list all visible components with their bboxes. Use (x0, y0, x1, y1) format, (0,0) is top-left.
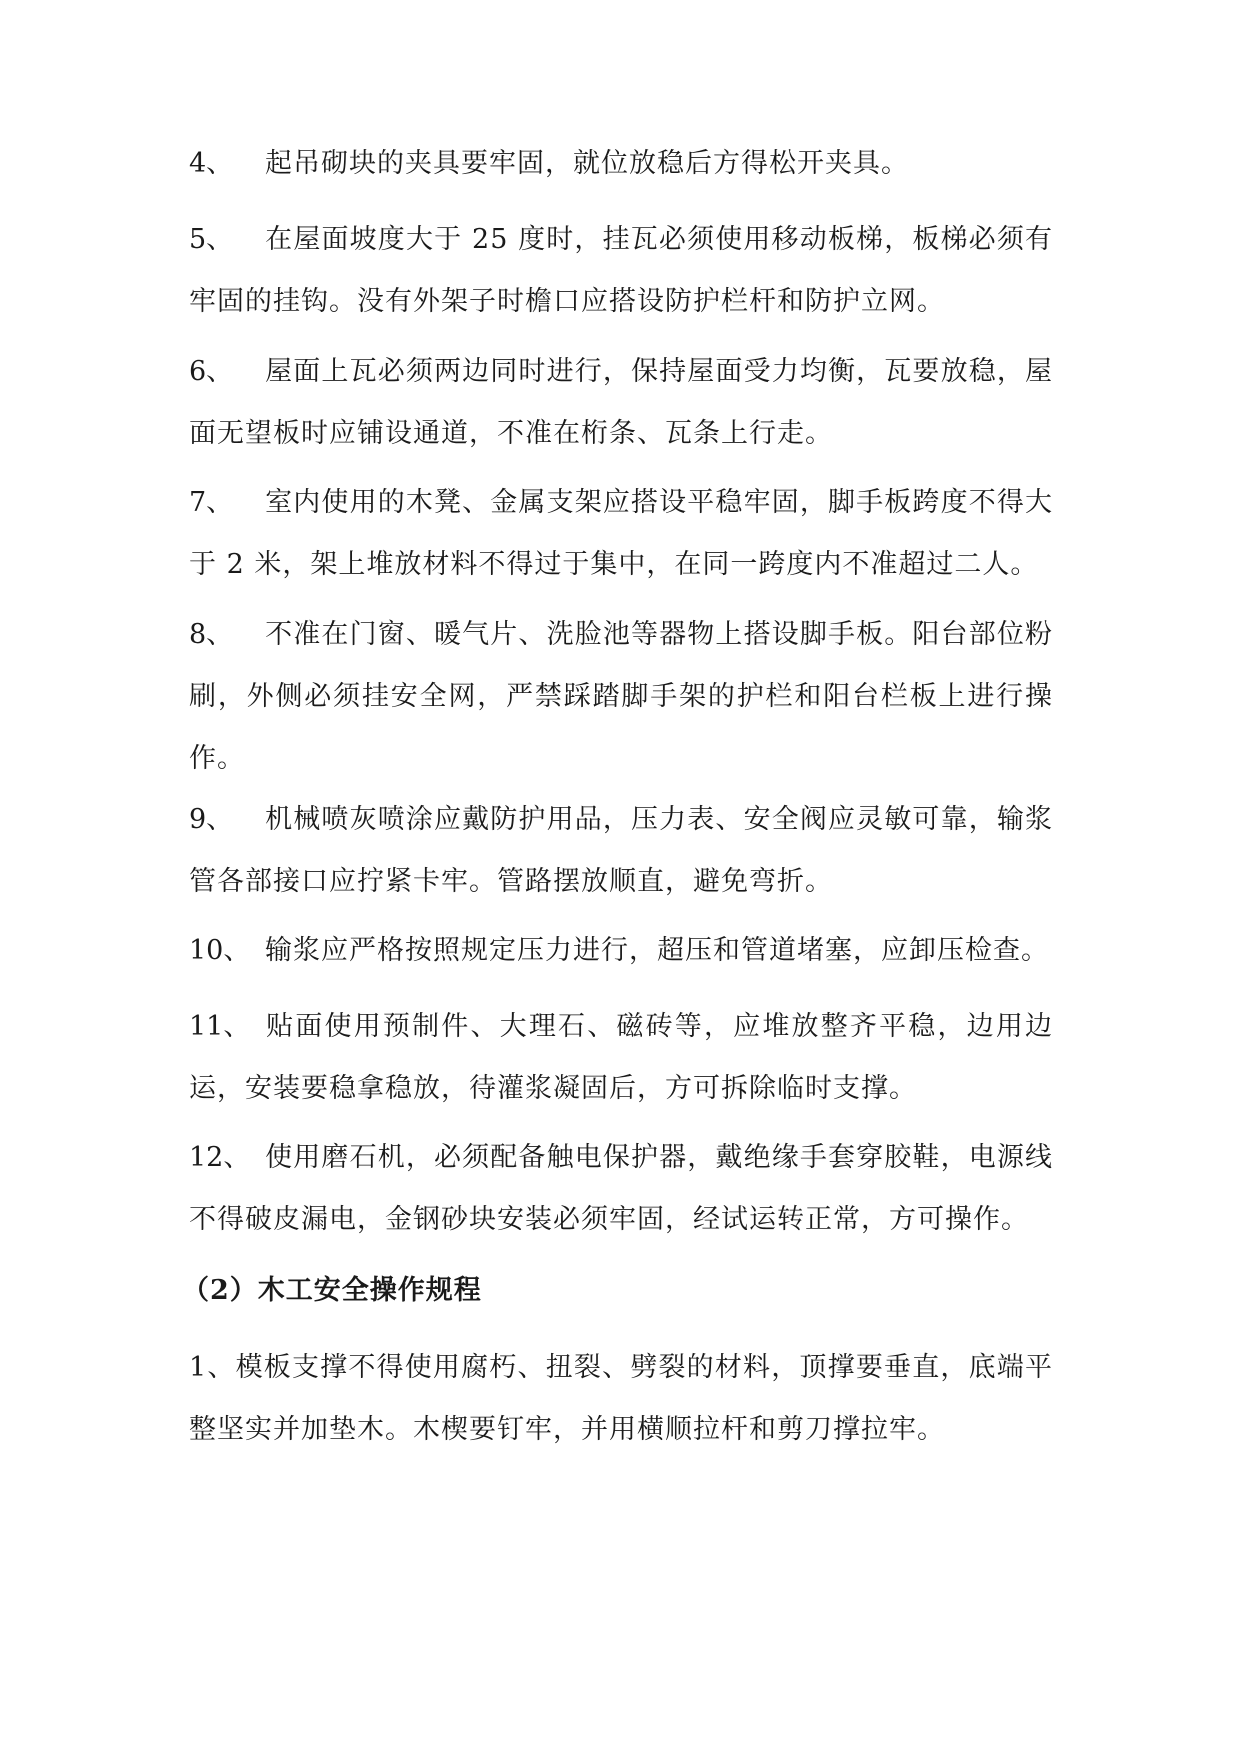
list-item-9 (189, 789, 1053, 913)
list-item-10 (189, 920, 1053, 982)
list-item-7 (189, 472, 1053, 596)
item-text: 室内使用的木凳、金属支架应搭设平稳牢固，脚手板跨度不得大于 2 米，架上堆放材料不得过于集中，在同一跨度内不准超过二人。 (189, 487, 1053, 580)
item-text: 输浆应严格按照规定压力进行，超压和管道堵塞，应卸压检查。 (265, 935, 1049, 966)
list-item-4 (189, 133, 1053, 195)
item-number: 6、 (189, 356, 234, 387)
list-item-8 (189, 604, 1053, 790)
item-text: 机械喷灰喷涂应戴防护用品，压力表、安全阀应灵敏可靠，输浆管各部接口应拧紧卡牢。管路摆放顺直，避免弯折。 (189, 804, 1053, 897)
item-text: 不准在门窗、暖气片、洗脸池等器物上搭设脚手板。阳台部位粉刷，外侧必须挂安全网，严禁踩踏脚手架的护栏和阳台栏板上进行操作。 (189, 619, 1053, 774)
item-text: 起吊砌块的夹具要牢固，就位放稳后方得松开夹具。 (265, 148, 909, 179)
item-number: 10、 (189, 935, 251, 966)
item-text: 使用磨石机，必须配备触电保护器，戴绝缘手套穿胶鞋，电源线不得破皮漏电，金钢砂块安装必须牢固，经试运转正常，方可操作。 (189, 1142, 1053, 1235)
list-item-5 (189, 209, 1053, 333)
item-text: 在屋面坡度大于 25 度时，挂瓦必须使用移动板梯，板梯必须有牢固的挂钩。没有外架子时檐口应搭设防护栏杆和防护立网。 (189, 224, 1053, 317)
section-list-item-1 (189, 1337, 1053, 1461)
list-item-12 (189, 1127, 1053, 1251)
list-item-11 (189, 996, 1053, 1120)
item-number: 11、 (189, 1011, 251, 1042)
item-number: 7、 (189, 487, 234, 518)
item-number: 9、 (189, 804, 234, 835)
section-heading: （2）木工安全操作规程 (182, 1275, 482, 1306)
item-number: 4、 (189, 148, 234, 179)
item-text: 贴面使用预制件、大理石、磁砖等，应堆放整齐平稳，边用边运，安装要稳拿稳放，待灌浆凝固后，方可拆除临时支撑。 (189, 1011, 1053, 1104)
item-text: 屋面上瓦必须两边同时进行，保持屋面受力均衡，瓦要放稳，屋面无望板时应铺设通道，不准在桁条、瓦条上行走。 (189, 356, 1053, 449)
item-text: 1、模板支撑不得使用腐朽、扭裂、劈裂的材料，顶撑要垂直，底端平整坚实并加垫木。木楔要钉牢，并用横顺拉杆和剪刀撑拉牢。 (189, 1352, 1053, 1445)
item-number: 8、 (189, 619, 234, 650)
item-number: 12、 (189, 1142, 251, 1173)
list-item-6 (189, 341, 1053, 465)
item-number: 5、 (189, 224, 234, 255)
